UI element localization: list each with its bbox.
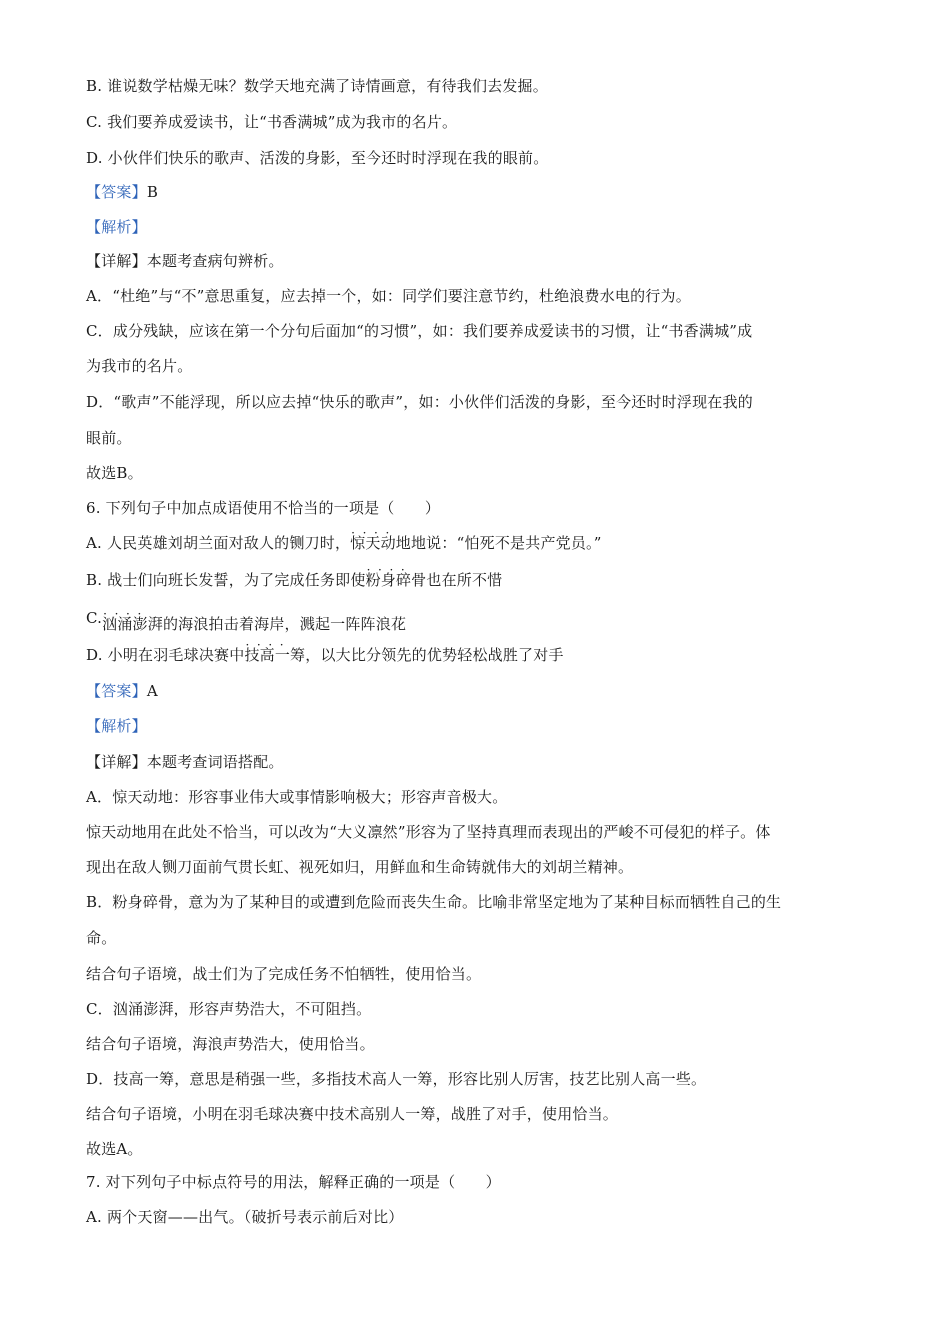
q6-detail-b-context: 结合句子语境，战士们为了完成任务不怕牺牲，使用恰当。 <box>86 965 482 983</box>
q5-detail-a: A．“杜绝”与“不”意思重复，应去掉一个，如：同学们要注意节约，杜绝浪费水电的行为。 <box>86 287 691 305</box>
q6-detail-b: B．粉身碎骨，意为为了某种目的或遭到危险而丧失生命。比喻非常坚定地为了某种目标而牺牲自己的生 <box>86 893 782 911</box>
q5-answer-value: B <box>146 183 159 201</box>
q6-dotted-idiom-d: · · 技高一筹 <box>244 646 305 664</box>
q5-detail-d: D．“歌声”不能浮现，所以应去掉“快乐的歌声”，如：小伙伴们活泼的身影，至今还时时浮现在我的 <box>86 393 753 411</box>
q6-detail-d: D．技高一筹，意思是稍强一些，多指技术高人一筹，形容比别人厉害，技艺比别人高一些。 <box>86 1070 707 1088</box>
q6-detail-d-context: 结合句子语境，小明在羽毛球决赛中技术高别人一筹，战胜了对手，使用恰当。 <box>86 1105 619 1123</box>
q5-detail-c-cont: 为我市的名片。 <box>86 357 193 375</box>
q6-detail-b-cont: 命。 <box>86 929 117 947</box>
q6-dotted-idiom-a: · · 惊天动地 <box>350 534 411 552</box>
q5-detail-d-cont: 眼前。 <box>86 429 132 447</box>
answer-label: 【答案】 <box>86 682 147 700</box>
q5-conclusion: 故选B。 <box>86 464 143 482</box>
q7-stem: 7. 对下列句子中标点符号的用法，解释正确的一项是（ ） <box>86 1173 501 1191</box>
q6-option-d: D. 小明在羽毛球决赛中· · 技高一筹，以大比分领先的优势轻松战胜了对手 <box>86 645 564 665</box>
q5-detail-c: C．成分残缺，应该在第一个分句后面加“的习惯”，如：我们要养成爱读书的习惯，让“书香满城”成 <box>86 322 753 340</box>
q5-option-b: B. 谁说数学枯燥无味？数学天地充满了诗情画意，有待我们去发掘。 <box>86 77 548 95</box>
q6-detail-a: A．惊天动地：形容事业伟大或事情影响极大；形容声音极大。 <box>86 788 508 806</box>
q6-detail-a-explain: 惊天动地用在此处不恰当，可以改为“大义凛然”形容为了坚持真理而表现出的严峻不可侵犯的样子。体 <box>86 823 771 841</box>
q6-answer-value: A <box>146 682 158 700</box>
q6-dotted-idiom-c: · · 汹涌澎湃 <box>102 615 163 633</box>
q5-answer <box>86 182 158 202</box>
q6-detail-c: C．汹涌澎湃，形容声势浩大，不可阻挡。 <box>86 1000 372 1018</box>
q6-option-a: A. 人民英雄刘胡兰面对敌人的铡刀时，· · 惊天动地地说：“怕死不是共产党员。” <box>86 533 602 553</box>
q6-option-c: C.· · 汹涌澎湃的海浪拍击着海岸，溅起一阵阵浪花 <box>86 608 406 628</box>
q6-stem: 6. 下列句子中加点成语使用不恰当的一项是（ ） <box>86 499 441 517</box>
q6-answer <box>86 681 158 701</box>
q5-option-d: D. 小伙伴们快乐的歌声、活泼的身影，至今还时时浮现在我的眼前。 <box>86 149 549 167</box>
q5-option-c: C. 我们要养成爱读书，让“书香满城”成为我市的名片。 <box>86 113 458 131</box>
q6-option-b: B. 战士们向班长发誓，为了完成任务即使· · 粉身碎骨也在所不惜 <box>86 570 502 590</box>
q5-detail: 【详解】本题考查病句辨析。 <box>86 252 284 270</box>
q6-detail: 【详解】本题考查词语搭配。 <box>86 753 284 771</box>
q6-detail-a-explain-cont: 现出在敌人铡刀面前气贯长虹、视死如归，用鲜血和生命铸就伟大的刘胡兰精神。 <box>86 858 634 876</box>
q6-analysis-label: 【解析】 <box>86 717 147 735</box>
q6-conclusion: 故选A。 <box>86 1140 143 1158</box>
q7-option-a: A. 两个天窗——出气。（破折号表示前后对比） <box>86 1208 404 1226</box>
q5-analysis-label: 【解析】 <box>86 218 147 236</box>
q6-dotted-idiom-b: · · 粉身碎骨 <box>366 571 427 589</box>
answer-label: 【答案】 <box>86 183 147 201</box>
q6-detail-c-context: 结合句子语境，海浪声势浩大，使用恰当。 <box>86 1035 375 1053</box>
